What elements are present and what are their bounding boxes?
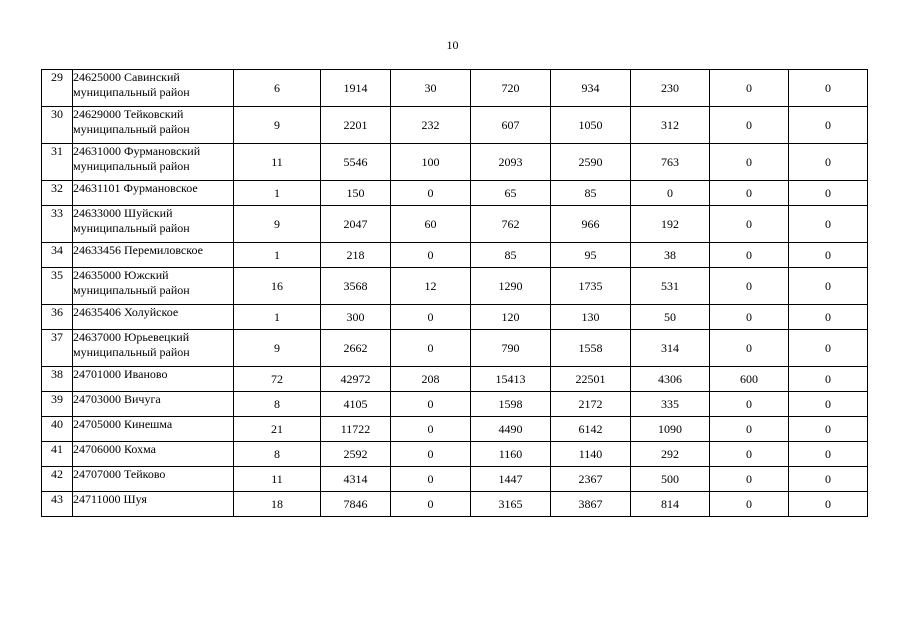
value-cell: 2367 <box>551 467 631 492</box>
value-cell: 0 <box>391 442 471 467</box>
territory-name: 24703000 Вичуга <box>73 392 234 417</box>
data-table <box>41 69 868 517</box>
value-cell: 0 <box>789 442 868 467</box>
row-number: 32 <box>42 181 73 206</box>
territory-name: 24711000 Шуя <box>73 492 234 517</box>
row-number: 31 <box>42 144 73 181</box>
value-cell: 3867 <box>551 492 631 517</box>
value-cell: 15413 <box>471 367 551 392</box>
value-cell: 4105 <box>321 392 391 417</box>
value-cell: 814 <box>631 492 710 517</box>
value-cell: 0 <box>789 467 868 492</box>
row-number: 30 <box>42 107 73 144</box>
value-cell: 0 <box>789 367 868 392</box>
value-cell: 1447 <box>471 467 551 492</box>
value-cell: 0 <box>710 492 789 517</box>
value-cell: 0 <box>710 467 789 492</box>
value-cell: 2047 <box>321 206 391 243</box>
value-cell: 9 <box>234 107 321 144</box>
table-body <box>42 70 868 517</box>
value-cell: 934 <box>551 70 631 107</box>
value-cell: 11 <box>234 144 321 181</box>
value-cell: 966 <box>551 206 631 243</box>
territory-name: 24701000 Иваново <box>73 367 234 392</box>
table-row <box>42 330 868 367</box>
value-cell: 0 <box>789 107 868 144</box>
value-cell: 3568 <box>321 268 391 305</box>
table-row <box>42 417 868 442</box>
value-cell: 72 <box>234 367 321 392</box>
value-cell: 30 <box>391 70 471 107</box>
value-cell: 300 <box>321 305 391 330</box>
territory-name: 24631101 Фурмановское <box>73 181 234 206</box>
value-cell: 0 <box>391 181 471 206</box>
value-cell: 4490 <box>471 417 551 442</box>
value-cell: 5546 <box>321 144 391 181</box>
value-cell: 0 <box>631 181 710 206</box>
territory-name: 24631000 Фурмановский муниципальный район <box>73 144 234 181</box>
value-cell: 8 <box>234 442 321 467</box>
row-number: 43 <box>42 492 73 517</box>
territory-name: 24633000 Шуйский муниципальный район <box>73 206 234 243</box>
value-cell: 531 <box>631 268 710 305</box>
value-cell: 192 <box>631 206 710 243</box>
value-cell: 0 <box>391 392 471 417</box>
value-cell: 7846 <box>321 492 391 517</box>
value-cell: 65 <box>471 181 551 206</box>
territory-name: 24635406 Холуйское <box>73 305 234 330</box>
value-cell: 314 <box>631 330 710 367</box>
value-cell: 120 <box>471 305 551 330</box>
table-row <box>42 70 868 107</box>
table-row <box>42 492 868 517</box>
territory-name: 24706000 Кохма <box>73 442 234 467</box>
value-cell: 292 <box>631 442 710 467</box>
value-cell: 0 <box>710 206 789 243</box>
value-cell: 4306 <box>631 367 710 392</box>
territory-name: 24707000 Тейково <box>73 467 234 492</box>
value-cell: 0 <box>789 330 868 367</box>
value-cell: 1598 <box>471 392 551 417</box>
row-number: 29 <box>42 70 73 107</box>
value-cell: 0 <box>710 70 789 107</box>
value-cell: 38 <box>631 243 710 268</box>
value-cell: 0 <box>391 467 471 492</box>
value-cell: 1090 <box>631 417 710 442</box>
value-cell: 1160 <box>471 442 551 467</box>
value-cell: 60 <box>391 206 471 243</box>
table-row <box>42 268 868 305</box>
value-cell: 218 <box>321 243 391 268</box>
row-number: 36 <box>42 305 73 330</box>
territory-name: 24635000 Южский муниципальный район <box>73 268 234 305</box>
value-cell: 762 <box>471 206 551 243</box>
value-cell: 0 <box>391 305 471 330</box>
territory-name: 24625000 Савинский муниципальный район <box>73 70 234 107</box>
table-row <box>42 442 868 467</box>
value-cell: 11 <box>234 467 321 492</box>
value-cell: 1 <box>234 243 321 268</box>
value-cell: 1735 <box>551 268 631 305</box>
value-cell: 100 <box>391 144 471 181</box>
value-cell: 0 <box>789 417 868 442</box>
value-cell: 720 <box>471 70 551 107</box>
row-number: 39 <box>42 392 73 417</box>
table-row <box>42 367 868 392</box>
value-cell: 0 <box>789 492 868 517</box>
value-cell: 2662 <box>321 330 391 367</box>
value-cell: 2093 <box>471 144 551 181</box>
value-cell: 85 <box>551 181 631 206</box>
value-cell: 0 <box>789 305 868 330</box>
value-cell: 0 <box>789 144 868 181</box>
row-number: 33 <box>42 206 73 243</box>
value-cell: 50 <box>631 305 710 330</box>
value-cell: 1 <box>234 181 321 206</box>
value-cell: 790 <box>471 330 551 367</box>
table-row <box>42 243 868 268</box>
value-cell: 12 <box>391 268 471 305</box>
value-cell: 8 <box>234 392 321 417</box>
value-cell: 0 <box>391 330 471 367</box>
value-cell: 500 <box>631 467 710 492</box>
table-row <box>42 467 868 492</box>
row-number: 35 <box>42 268 73 305</box>
value-cell: 0 <box>391 243 471 268</box>
row-number: 40 <box>42 417 73 442</box>
value-cell: 1 <box>234 305 321 330</box>
value-cell: 1914 <box>321 70 391 107</box>
table-row <box>42 206 868 243</box>
value-cell: 21 <box>234 417 321 442</box>
value-cell: 11722 <box>321 417 391 442</box>
row-number: 37 <box>42 330 73 367</box>
row-number: 34 <box>42 243 73 268</box>
value-cell: 1050 <box>551 107 631 144</box>
row-number: 38 <box>42 367 73 392</box>
value-cell: 0 <box>710 243 789 268</box>
value-cell: 600 <box>710 367 789 392</box>
value-cell: 6 <box>234 70 321 107</box>
value-cell: 95 <box>551 243 631 268</box>
value-cell: 0 <box>789 70 868 107</box>
territory-name: 24629000 Тейковский муниципальный район <box>73 107 234 144</box>
value-cell: 9 <box>234 330 321 367</box>
value-cell: 0 <box>789 268 868 305</box>
value-cell: 2590 <box>551 144 631 181</box>
table-row <box>42 181 868 206</box>
territory-name: 24705000 Кинешма <box>73 417 234 442</box>
value-cell: 1290 <box>471 268 551 305</box>
table-row <box>42 144 868 181</box>
value-cell: 6142 <box>551 417 631 442</box>
value-cell: 0 <box>710 305 789 330</box>
value-cell: 3165 <box>471 492 551 517</box>
value-cell: 85 <box>471 243 551 268</box>
value-cell: 0 <box>710 442 789 467</box>
value-cell: 2592 <box>321 442 391 467</box>
table-row <box>42 305 868 330</box>
value-cell: 2172 <box>551 392 631 417</box>
value-cell: 230 <box>631 70 710 107</box>
value-cell: 0 <box>710 107 789 144</box>
page-number: 10 <box>446 38 459 52</box>
value-cell: 763 <box>631 144 710 181</box>
table-row <box>42 107 868 144</box>
value-cell: 16 <box>234 268 321 305</box>
value-cell: 22501 <box>551 367 631 392</box>
value-cell: 0 <box>391 417 471 442</box>
value-cell: 2201 <box>321 107 391 144</box>
value-cell: 130 <box>551 305 631 330</box>
value-cell: 0 <box>710 181 789 206</box>
row-number: 41 <box>42 442 73 467</box>
value-cell: 312 <box>631 107 710 144</box>
value-cell: 9 <box>234 206 321 243</box>
value-cell: 0 <box>391 492 471 517</box>
value-cell: 0 <box>710 144 789 181</box>
value-cell: 150 <box>321 181 391 206</box>
value-cell: 0 <box>710 392 789 417</box>
value-cell: 0 <box>789 243 868 268</box>
territory-name: 24633456 Перемиловское <box>73 243 234 268</box>
value-cell: 208 <box>391 367 471 392</box>
value-cell: 1140 <box>551 442 631 467</box>
value-cell: 607 <box>471 107 551 144</box>
value-cell: 4314 <box>321 467 391 492</box>
value-cell: 0 <box>710 330 789 367</box>
value-cell: 42972 <box>321 367 391 392</box>
value-cell: 18 <box>234 492 321 517</box>
value-cell: 0 <box>789 392 868 417</box>
value-cell: 1558 <box>551 330 631 367</box>
row-number: 42 <box>42 467 73 492</box>
table-row <box>42 392 868 417</box>
value-cell: 0 <box>710 268 789 305</box>
territory-name: 24637000 Юрьевецкий муниципальный район <box>73 330 234 367</box>
value-cell: 0 <box>789 206 868 243</box>
value-cell: 232 <box>391 107 471 144</box>
value-cell: 0 <box>789 181 868 206</box>
value-cell: 0 <box>710 417 789 442</box>
value-cell: 335 <box>631 392 710 417</box>
